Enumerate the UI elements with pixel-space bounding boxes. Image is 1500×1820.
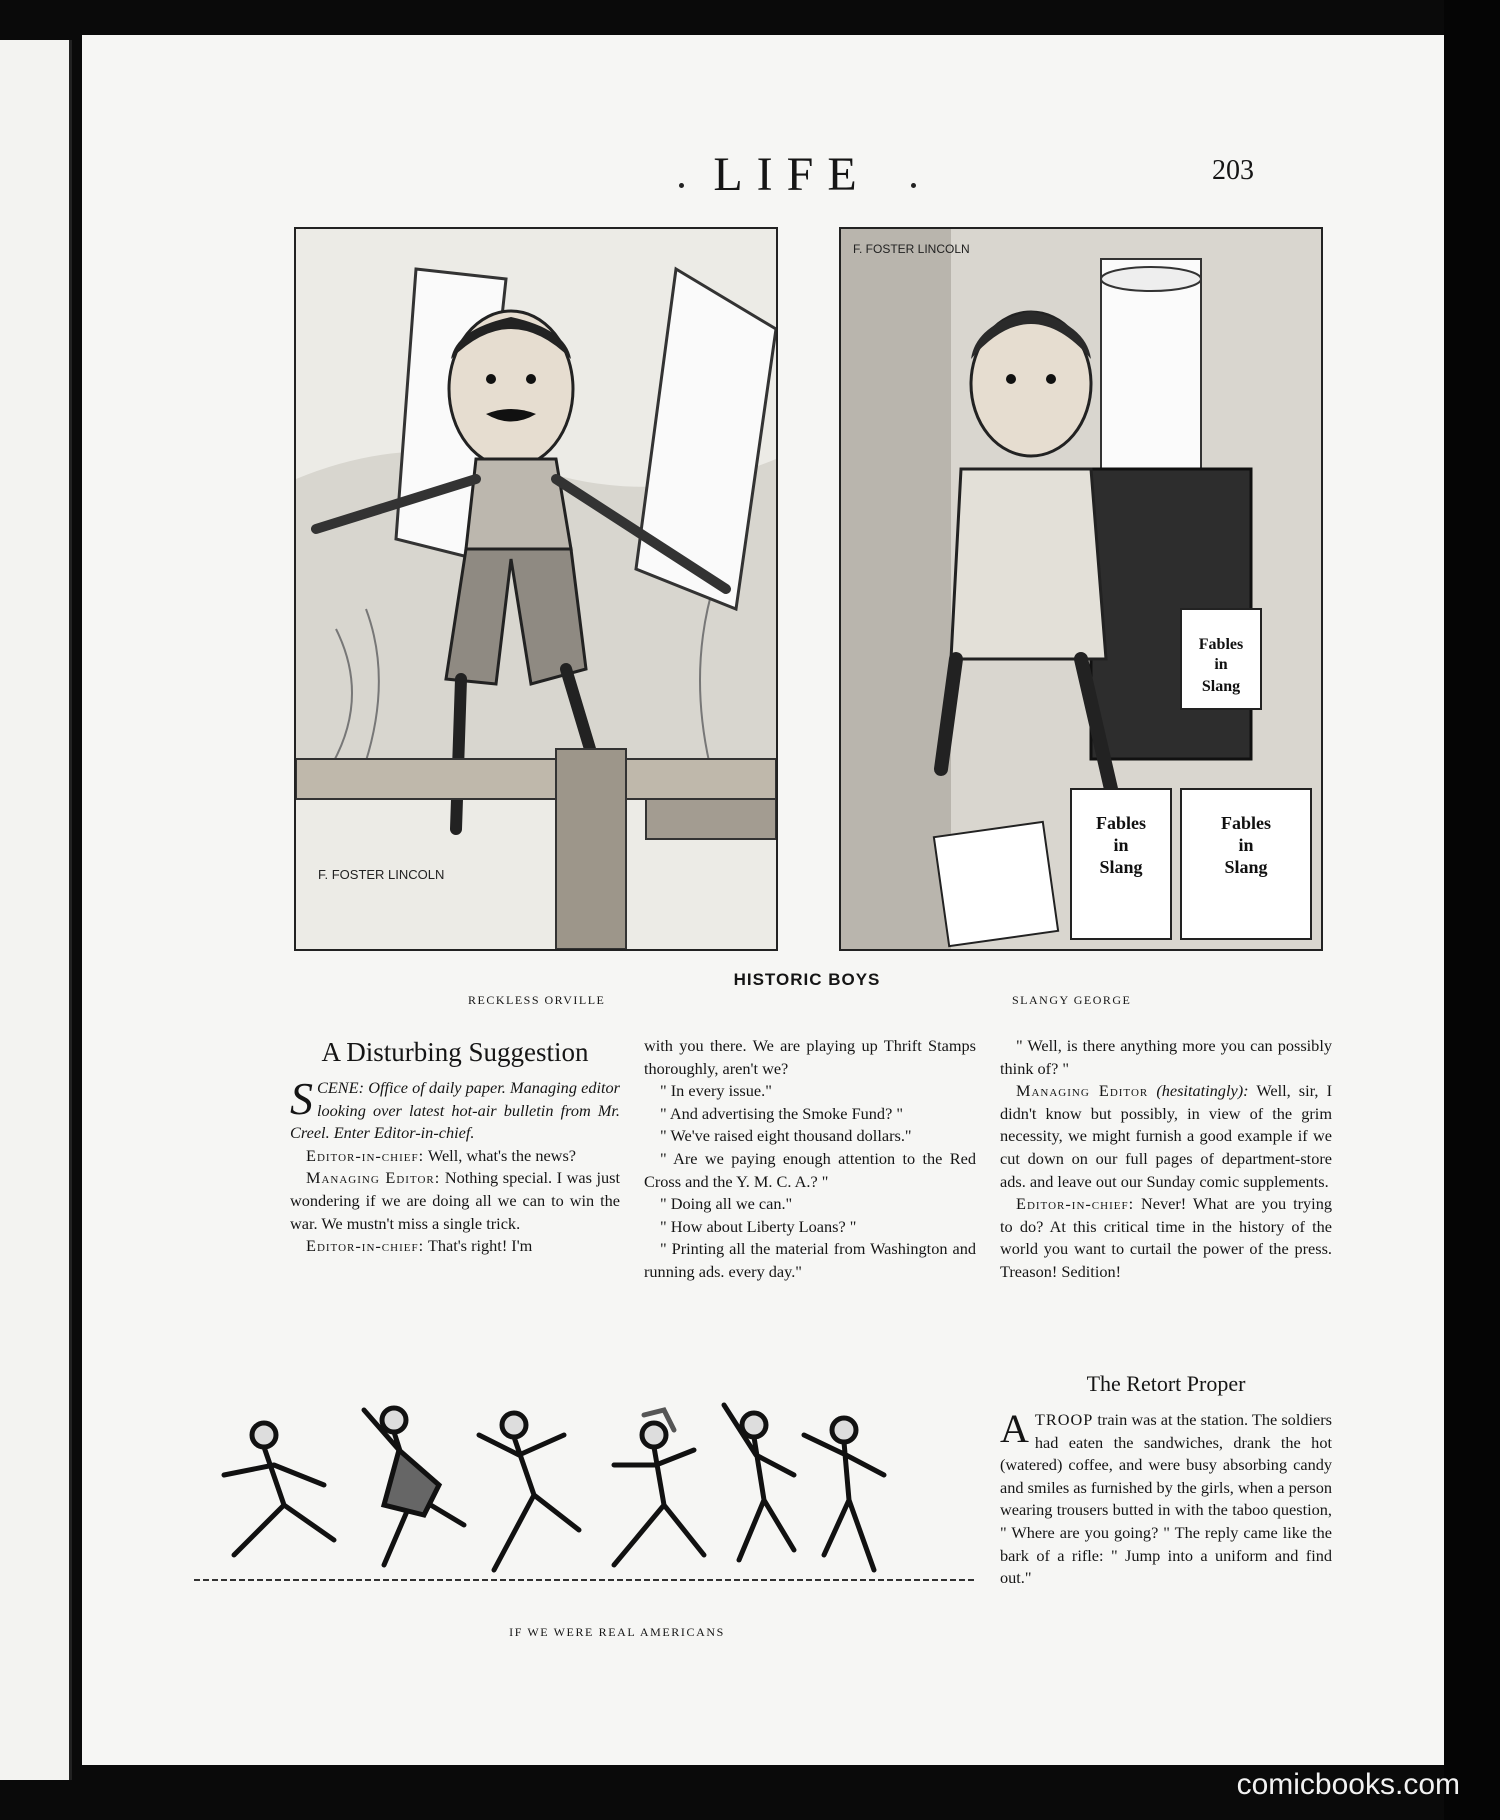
strip-caption: IF WE WERE REAL AMERICANS [509, 1625, 725, 1639]
col3-paragraph-1: " Well, is there anything more you can possibly think of? " [1000, 1036, 1332, 1078]
article-2-text: train was at the station. The soldiers had eaten the sandwiches, drank the hot (watered) coffee, and were busy absorbing candy and smiles as furnished by the girls, when a person wearing trousers butted in with the taboo question, " Where are you going? " The reply came like the bark of a rifle: " Jump into a uniform and find out." [1000, 1410, 1332, 1588]
article-1-column-2 [644, 1035, 976, 1284]
col2-paragraph-3: " And advertising the Smoke Fund? " [660, 1103, 904, 1123]
right-dark-border [1444, 0, 1500, 1820]
scene-text: Office of daily paper. Managing editor looking over latest hot-air bulletin from Mr. Creel. Enter Editor-in-chief. [290, 1078, 620, 1143]
magazine-page [82, 35, 1444, 1765]
illustration-reckless-orville [294, 227, 778, 951]
article-2-lead: TROOP [1034, 1410, 1094, 1429]
magazine-title: LIFE [713, 148, 871, 201]
col2-paragraph-7: " How about Liberty Loans? " [660, 1216, 857, 1236]
title-dot-right [911, 183, 916, 188]
col2-paragraph-8: " Printing all the material from Washington and running ads. every day." [644, 1239, 976, 1281]
scene-paragraph [290, 1073, 620, 1145]
col2-paragraph-1: with you there. We are playing up Thrift Stamps thoroughly, aren't we? [644, 1036, 976, 1078]
article-2-initial: A [1000, 1406, 1029, 1451]
col2-paragraph-6: " Doing all we can." [660, 1194, 793, 1214]
col3-paragraph-2: Managing Editor (hesitatingly): Well, sir, I didn't know but possibly, in view of the grim necessity, we might furnish a good example if we cut down on our full pages of department-store ads. and leave out our Sunday comic supplements. [1000, 1081, 1332, 1191]
right-signature: F. FOSTER LINCOLN [853, 242, 970, 256]
article-1-column-1 [290, 1035, 620, 1258]
col2-paragraph-4: " We've raised eight thousand dollars." [660, 1126, 912, 1146]
dialogue-2: Managing Editor: Nothing special. I was just wondering if we are doing all we can to win the war. We mustn't miss a single trick. [290, 1168, 620, 1233]
cartoon-strip [194, 1355, 974, 1615]
article-2-title: The Retort Proper [1086, 1371, 1246, 1396]
article-1-title: A Disturbing Suggestion [321, 1037, 589, 1067]
caption-right: SLANGY GEORGE [1012, 993, 1132, 1007]
svg-text:in: in [1113, 835, 1129, 855]
title-dot-left [679, 183, 684, 188]
svg-text:in: in [1238, 835, 1254, 855]
svg-text:Fables: Fables [1095, 813, 1147, 833]
col2-paragraph-2: " In every issue." [660, 1081, 772, 1101]
page-number: 203 [1212, 155, 1254, 186]
watermark: comicbooks.com [1236, 1768, 1460, 1801]
dialogue-3: Editor-in-chief: That's right! I'm [306, 1236, 533, 1256]
running-figures-drawing [194, 1355, 974, 1615]
svg-text:in: in [1214, 656, 1228, 673]
svg-text:Slang: Slang [1099, 857, 1143, 877]
dialogue-1: Editor-in-chief: Well, what's the news? [306, 1145, 577, 1165]
col2-paragraph-5: " Are we paying enough attention to the Red Cross and the Y. M. C. A.? " [644, 1148, 976, 1191]
left-page-edge [0, 40, 72, 1780]
left-signature: F. FOSTER LINCOLN [318, 867, 445, 882]
svg-text:Slang: Slang [1201, 678, 1241, 695]
george-drawing [841, 229, 1321, 949]
caption-left: RECKLESS ORVILLE [468, 993, 606, 1007]
orville-drawing [296, 229, 776, 949]
scene-initial: S [290, 1073, 313, 1124]
article-2-body [1000, 1406, 1332, 1590]
col3-paragraph-3: Editor-in-chief: Never! What are you trying to do? At this critical time in the history of the world you want to curtail the power of the press. Treason! Sedition! [1000, 1194, 1332, 1281]
svg-text:Slang: Slang [1224, 857, 1268, 877]
svg-text:Fables: Fables [1220, 813, 1272, 833]
scene-label: CENE: [317, 1078, 365, 1097]
illustration-slangy-george [839, 227, 1323, 951]
illustrations-main-caption: HISTORIC BOYS [733, 970, 881, 989]
article-1-column-3 [1000, 1035, 1332, 1284]
svg-text:Fables: Fables [1198, 636, 1244, 653]
